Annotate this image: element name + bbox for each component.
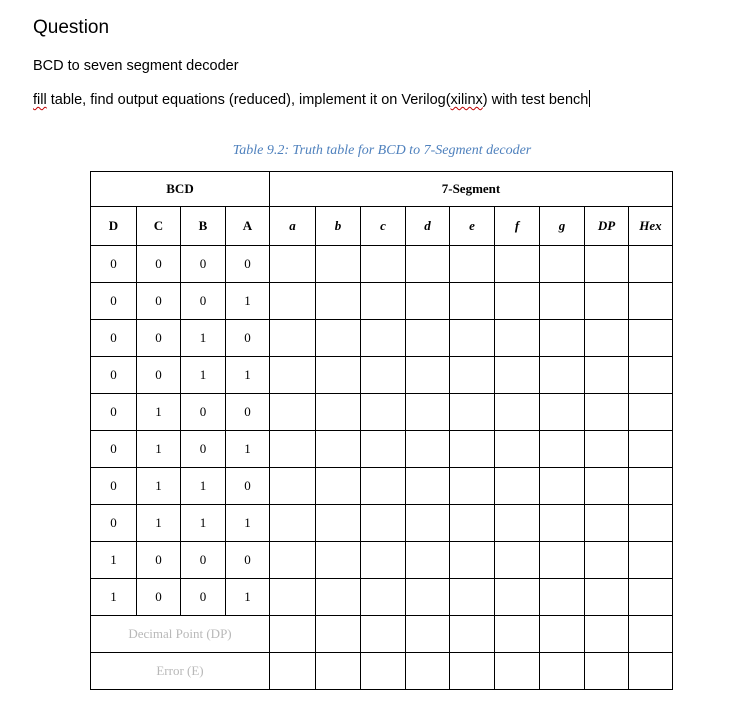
output-cell-hex[interactable] — [629, 542, 673, 579]
output-cell-g[interactable] — [540, 283, 585, 320]
input-cell-a: 0 — [226, 246, 270, 283]
output-cell-c[interactable] — [361, 394, 406, 431]
output-cell-e[interactable] — [450, 468, 495, 505]
table-row — [91, 283, 673, 320]
output-cell-e[interactable] — [450, 394, 495, 431]
output-cell-hex[interactable] — [629, 505, 673, 542]
column-header-hex-12: Hex — [629, 207, 673, 246]
instructions-text-middle: table, find output equations (reduced), implement it on Verilog( — [46, 92, 451, 108]
output-cell-e[interactable] — [450, 616, 495, 653]
special-row-label: Decimal Point (DP) — [91, 616, 270, 653]
input-cell-d: 0 — [91, 246, 137, 283]
output-cell-dp[interactable] — [585, 579, 629, 616]
table-row — [91, 357, 673, 394]
output-cell-b[interactable] — [316, 468, 361, 505]
input-cell-c: 1 — [137, 468, 181, 505]
output-cell-dp[interactable] — [585, 394, 629, 431]
output-cell-a[interactable] — [270, 320, 316, 357]
output-cell-a[interactable] — [270, 653, 316, 690]
output-cell-d[interactable] — [406, 653, 450, 690]
output-cell-g[interactable] — [540, 431, 585, 468]
output-cell-f[interactable] — [495, 579, 540, 616]
output-cell-hex[interactable] — [629, 468, 673, 505]
input-cell-c: 1 — [137, 505, 181, 542]
output-cell-d[interactable] — [406, 468, 450, 505]
special-row — [91, 616, 673, 653]
output-cell-c[interactable] — [361, 505, 406, 542]
output-cell-f[interactable] — [495, 394, 540, 431]
spell-flag-fill: fill — [33, 92, 47, 108]
input-cell-c: 0 — [137, 320, 181, 357]
output-cell-b[interactable] — [316, 431, 361, 468]
output-cell-dp[interactable] — [585, 246, 629, 283]
output-cell-d[interactable] — [406, 320, 450, 357]
input-cell-c: 1 — [137, 431, 181, 468]
output-cell-g[interactable] — [540, 357, 585, 394]
input-cell-c: 0 — [137, 246, 181, 283]
output-cell-e[interactable] — [450, 357, 495, 394]
output-cell-g[interactable] — [540, 653, 585, 690]
output-cell-dp[interactable] — [585, 542, 629, 579]
output-cell-d[interactable] — [406, 431, 450, 468]
table-row — [91, 542, 673, 579]
column-header-b-5: b — [316, 207, 361, 246]
special-row — [91, 653, 673, 690]
input-cell-d: 0 — [91, 468, 137, 505]
column-header-a-4: a — [270, 207, 316, 246]
truth-table-body — [91, 172, 673, 690]
output-cell-a[interactable] — [270, 357, 316, 394]
output-cell-d[interactable] — [406, 394, 450, 431]
output-cell-c[interactable] — [361, 431, 406, 468]
output-cell-g[interactable] — [540, 616, 585, 653]
output-cell-d[interactable] — [406, 542, 450, 579]
table-row — [91, 505, 673, 542]
output-cell-c[interactable] — [361, 653, 406, 690]
output-cell-e[interactable] — [450, 505, 495, 542]
output-cell-c[interactable] — [361, 616, 406, 653]
output-cell-g[interactable] — [540, 579, 585, 616]
truth-table — [90, 171, 673, 690]
input-cell-b: 1 — [181, 505, 226, 542]
output-cell-a[interactable] — [270, 542, 316, 579]
output-cell-a[interactable] — [270, 394, 316, 431]
output-cell-g[interactable] — [540, 542, 585, 579]
output-cell-a[interactable] — [270, 505, 316, 542]
input-cell-d: 0 — [91, 505, 137, 542]
output-cell-d[interactable] — [406, 616, 450, 653]
output-cell-a[interactable] — [270, 431, 316, 468]
input-cell-a: 1 — [226, 579, 270, 616]
column-header-row — [91, 207, 673, 246]
output-cell-c[interactable] — [361, 246, 406, 283]
output-cell-b[interactable] — [316, 653, 361, 690]
output-cell-a[interactable] — [270, 579, 316, 616]
input-cell-b: 0 — [181, 394, 226, 431]
output-cell-g[interactable] — [540, 394, 585, 431]
input-cell-d: 0 — [91, 320, 137, 357]
output-cell-b[interactable] — [316, 357, 361, 394]
output-cell-a[interactable] — [270, 468, 316, 505]
column-header-f-9: f — [495, 207, 540, 246]
output-cell-c[interactable] — [361, 357, 406, 394]
output-cell-hex[interactable] — [629, 394, 673, 431]
output-cell-f[interactable] — [495, 431, 540, 468]
group-header-row — [91, 172, 673, 207]
column-header-c-6: c — [361, 207, 406, 246]
input-cell-d: 0 — [91, 431, 137, 468]
input-cell-b: 1 — [181, 320, 226, 357]
table-row — [91, 246, 673, 283]
output-cell-e[interactable] — [450, 246, 495, 283]
output-cell-hex[interactable] — [629, 616, 673, 653]
output-cell-hex[interactable] — [629, 653, 673, 690]
column-header-dp-11: DP — [585, 207, 629, 246]
text-cursor — [589, 90, 590, 107]
input-cell-d: 0 — [91, 283, 137, 320]
input-cell-a: 0 — [226, 542, 270, 579]
output-cell-e[interactable] — [450, 542, 495, 579]
output-cell-hex[interactable] — [629, 357, 673, 394]
column-header-a-3: A — [226, 207, 270, 246]
table-row — [91, 579, 673, 616]
output-cell-dp[interactable] — [585, 616, 629, 653]
input-cell-b: 0 — [181, 283, 226, 320]
output-cell-e[interactable] — [450, 283, 495, 320]
input-cell-b: 1 — [181, 468, 226, 505]
output-cell-f[interactable] — [495, 283, 540, 320]
special-row-label: Error (E) — [91, 653, 270, 690]
bcd-group-header: BCD — [91, 172, 270, 207]
input-cell-a: 1 — [226, 431, 270, 468]
output-cell-dp[interactable] — [585, 468, 629, 505]
output-cell-b[interactable] — [316, 320, 361, 357]
input-cell-a: 1 — [226, 505, 270, 542]
input-cell-a: 1 — [226, 283, 270, 320]
output-cell-f[interactable] — [495, 505, 540, 542]
output-cell-g[interactable] — [540, 246, 585, 283]
output-cell-g[interactable] — [540, 505, 585, 542]
column-header-c-1: C — [137, 207, 181, 246]
input-cell-b: 0 — [181, 542, 226, 579]
output-cell-f[interactable] — [495, 246, 540, 283]
output-cell-b[interactable] — [316, 283, 361, 320]
output-cell-c[interactable] — [361, 579, 406, 616]
output-cell-hex[interactable] — [629, 579, 673, 616]
input-cell-a: 0 — [226, 394, 270, 431]
output-cell-f[interactable] — [495, 542, 540, 579]
output-cell-g[interactable] — [540, 320, 585, 357]
output-cell-d[interactable] — [406, 579, 450, 616]
output-cell-d[interactable] — [406, 505, 450, 542]
spell-flag-xilinx: xilinx — [450, 92, 483, 108]
output-cell-b[interactable] — [316, 394, 361, 431]
output-cell-c[interactable] — [361, 468, 406, 505]
table-row — [91, 394, 673, 431]
output-cell-c[interactable] — [361, 320, 406, 357]
input-cell-a: 1 — [226, 357, 270, 394]
output-cell-e[interactable] — [450, 579, 495, 616]
output-cell-hex[interactable] — [629, 320, 673, 357]
output-cell-f[interactable] — [495, 468, 540, 505]
instructions-text-bench: bench — [548, 92, 589, 108]
column-header-e-8: e — [450, 207, 495, 246]
question-title-line: BCD to seven segment decoder — [33, 58, 239, 74]
output-cell-f[interactable] — [495, 320, 540, 357]
output-cell-a[interactable] — [270, 246, 316, 283]
output-cell-dp[interactable] — [585, 320, 629, 357]
output-cell-a[interactable] — [270, 616, 316, 653]
output-cell-dp[interactable] — [585, 431, 629, 468]
output-cell-a[interactable] — [270, 283, 316, 320]
output-cell-hex[interactable] — [629, 283, 673, 320]
input-cell-c: 0 — [137, 542, 181, 579]
output-cell-e[interactable] — [450, 431, 495, 468]
input-cell-b: 0 — [181, 431, 226, 468]
column-header-b-2: B — [181, 207, 226, 246]
table-row — [91, 320, 673, 357]
output-cell-d[interactable] — [406, 246, 450, 283]
output-cell-f[interactable] — [495, 616, 540, 653]
table-caption: Table 9.2: Truth table for BCD to 7-Segment decoder — [232, 143, 532, 158]
column-header-g-10: g — [540, 207, 585, 246]
output-cell-e[interactable] — [450, 320, 495, 357]
table-row — [91, 468, 673, 505]
instructions-text-end: ) with test — [482, 92, 549, 108]
input-cell-d: 0 — [91, 357, 137, 394]
output-cell-b[interactable] — [316, 579, 361, 616]
input-cell-c: 0 — [137, 357, 181, 394]
output-cell-b[interactable] — [316, 246, 361, 283]
table-row — [91, 431, 673, 468]
output-cell-dp[interactable] — [585, 505, 629, 542]
output-cell-c[interactable] — [361, 283, 406, 320]
output-cell-g[interactable] — [540, 468, 585, 505]
output-cell-hex[interactable] — [629, 431, 673, 468]
output-cell-c[interactable] — [361, 542, 406, 579]
input-cell-b: 0 — [181, 579, 226, 616]
column-header-d-0: D — [91, 207, 137, 246]
output-cell-e[interactable] — [450, 653, 495, 690]
output-cell-d[interactable] — [406, 283, 450, 320]
output-cell-dp[interactable] — [585, 653, 629, 690]
output-cell-dp[interactable] — [585, 283, 629, 320]
output-cell-b[interactable] — [316, 616, 361, 653]
input-cell-c: 0 — [137, 283, 181, 320]
output-cell-dp[interactable] — [585, 357, 629, 394]
input-cell-b: 0 — [181, 246, 226, 283]
output-cell-b[interactable] — [316, 542, 361, 579]
output-cell-d[interactable] — [406, 357, 450, 394]
output-cell-hex[interactable] — [629, 246, 673, 283]
output-cell-f[interactable] — [495, 357, 540, 394]
input-cell-d: 1 — [91, 542, 137, 579]
question-heading: Question — [33, 17, 110, 38]
input-cell-b: 1 — [181, 357, 226, 394]
question-instructions-line — [33, 90, 590, 109]
output-cell-f[interactable] — [495, 653, 540, 690]
output-cell-b[interactable] — [316, 505, 361, 542]
seven-segment-group-header: 7-Segment — [270, 172, 673, 207]
input-cell-a: 0 — [226, 468, 270, 505]
input-cell-d: 1 — [91, 579, 137, 616]
column-header-d-7: d — [406, 207, 450, 246]
input-cell-a: 0 — [226, 320, 270, 357]
input-cell-c: 0 — [137, 579, 181, 616]
input-cell-d: 0 — [91, 394, 137, 431]
input-cell-c: 1 — [137, 394, 181, 431]
